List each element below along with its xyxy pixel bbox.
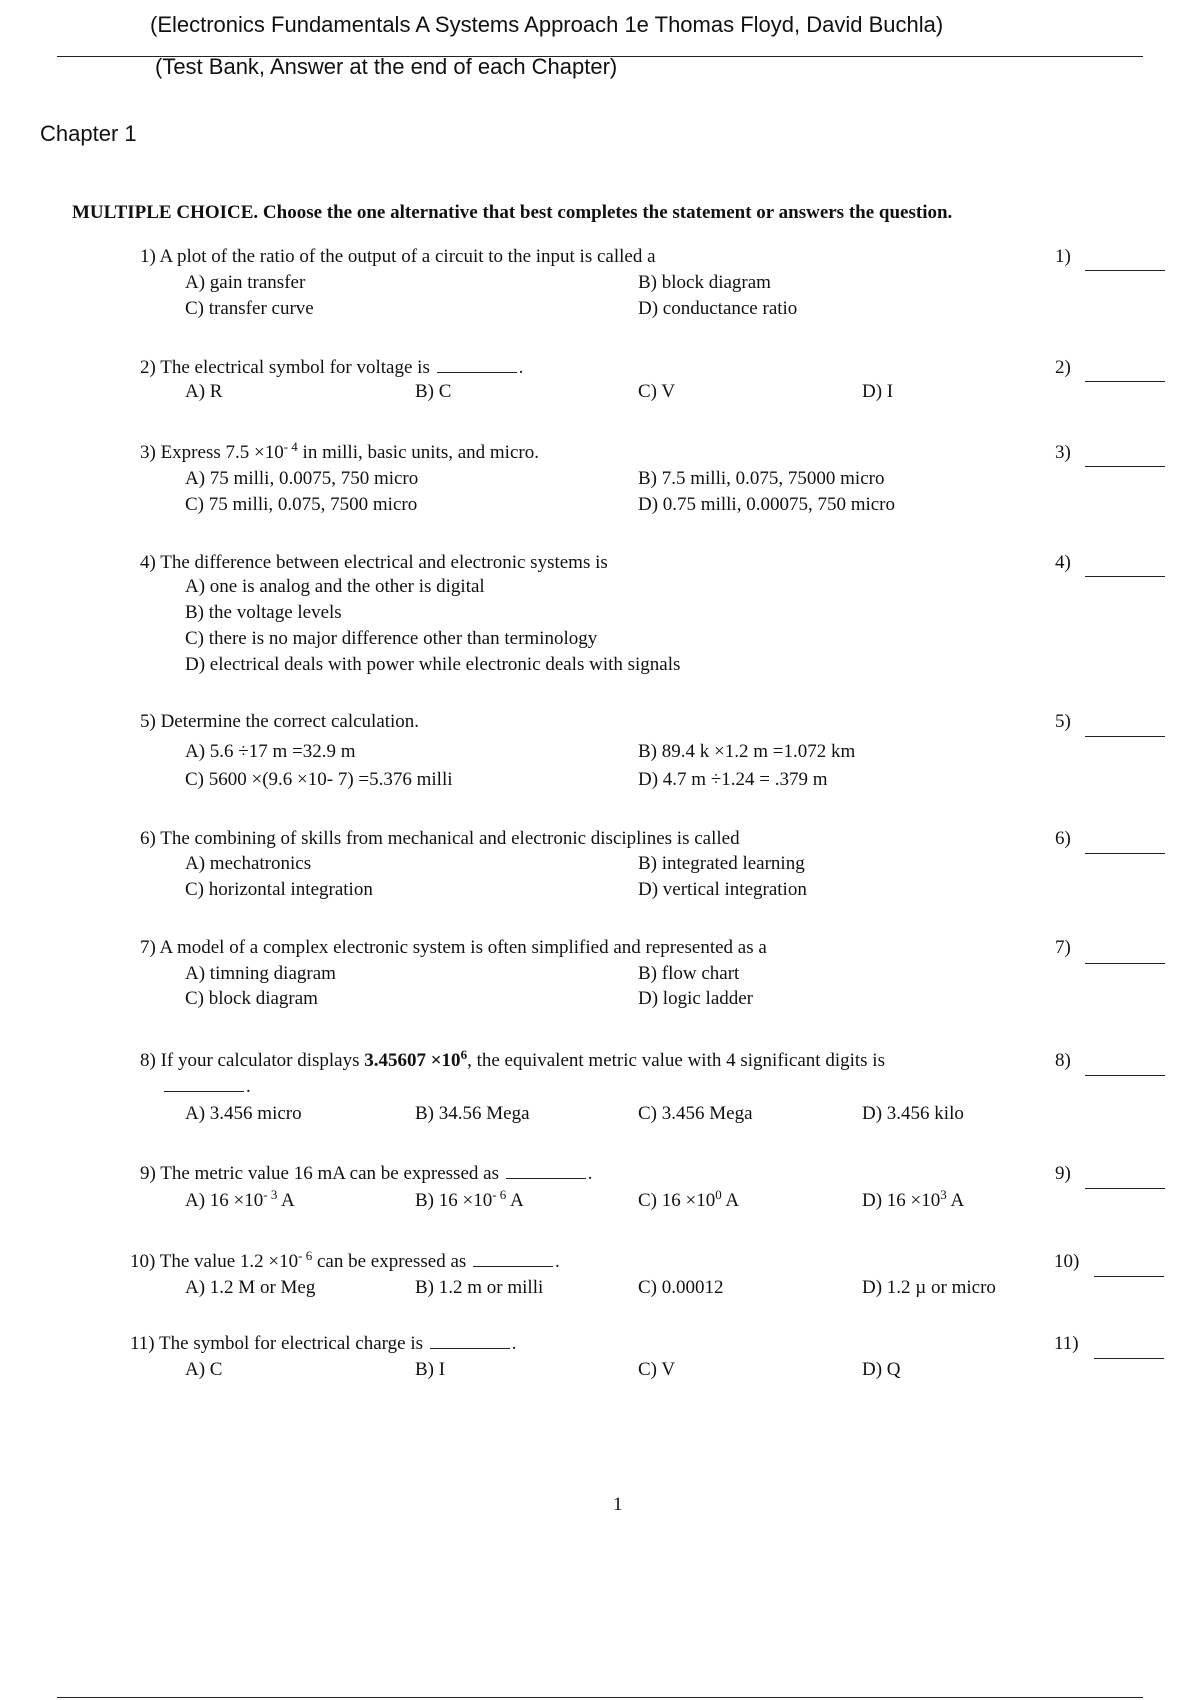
answer-label-11: 11) — [1054, 1333, 1079, 1354]
section-text: Choose the one alternative that best completes the statement or answers the question. — [262, 202, 953, 223]
answer-blank-6[interactable] — [1085, 853, 1165, 854]
question-stem: Express 7.5 ×10 — [160, 442, 284, 463]
question-stem: The difference between electrical and electronic systems is — [160, 552, 608, 573]
option-6c[interactable]: C) horizontal integration — [185, 879, 373, 900]
question-7 — [140, 937, 767, 959]
question-stem: The value 1.2 ×10 — [159, 1251, 299, 1272]
fill-in-blank — [437, 371, 517, 373]
option-10d[interactable]: D) 1.2 µ or micro — [862, 1277, 996, 1298]
option-3a[interactable]: A) 75 milli, 0.0075, 750 micro — [185, 468, 419, 489]
option-8c[interactable]: C) 3.456 Mega — [638, 1103, 753, 1124]
question-number: 11) — [130, 1333, 155, 1354]
question-stem: A model of a complex electronic system is often simplified and represented as a — [159, 937, 767, 958]
question-11: 11) The symbol for electrical charge is . — [130, 1333, 517, 1354]
option-3c[interactable]: C) 75 milli, 0.075, 7500 micro — [185, 494, 418, 515]
option-1a[interactable]: A) gain transfer — [185, 272, 306, 293]
option-11b[interactable]: B) I — [415, 1359, 446, 1380]
question-stem: The electrical symbol for voltage is — [160, 357, 430, 378]
question-9: 9) The metric value 16 mA can be expressed as . — [140, 1163, 593, 1184]
question-number: 10) — [130, 1251, 156, 1272]
option-2b[interactable]: B) C — [415, 381, 452, 402]
question-5 — [140, 711, 419, 733]
footer-rule — [57, 1697, 1143, 1698]
option-3d[interactable]: D) 0.75 milli, 0.00075, 750 micro — [638, 494, 896, 515]
answer-label-10: 10) — [1054, 1251, 1080, 1272]
option-2a[interactable]: A) R — [185, 381, 223, 402]
header-title: (Electronics Fundamentals A Systems Approach 1e Thomas Floyd, David Buchla) — [150, 12, 944, 37]
answer-blank-7[interactable] — [1085, 963, 1165, 964]
option-11a[interactable]: A) C — [185, 1359, 223, 1380]
option-1b[interactable]: B) block diagram — [638, 272, 771, 293]
option-4d[interactable]: D) electrical deals with power while electronic deals with signals — [185, 654, 681, 675]
question-1 — [140, 246, 656, 268]
option-5c[interactable]: C) 5600 ×(9.6 ×10- 7) =5.376 milli — [185, 769, 453, 790]
exponent: - 6 — [492, 1187, 507, 1202]
option-8a[interactable]: A) 3.456 micro — [185, 1103, 302, 1124]
option-4a[interactable]: A) one is analog and the other is digital — [185, 576, 485, 597]
option-2d[interactable]: D) I — [862, 381, 894, 402]
answer-label-5: 5) — [1055, 711, 1071, 732]
answer-label-6: 6) — [1055, 828, 1071, 849]
option-4c[interactable]: C) there is no major difference other than terminology — [185, 628, 598, 649]
answer-label-9: 9) — [1055, 1163, 1071, 1184]
question-stem: Determine the correct calculation. — [160, 711, 420, 732]
option-1c[interactable]: C) transfer curve — [185, 298, 314, 319]
answer-blank-5[interactable] — [1085, 736, 1165, 737]
option-10a[interactable]: A) 1.2 M or Meg — [185, 1277, 316, 1298]
fill-in-blank-8: . — [162, 1076, 251, 1098]
answer-label-2: 2) — [1055, 357, 1071, 378]
question-stem: The combining of skills from mechanical and electronic disciplines is called — [160, 828, 740, 849]
question-number: 6) — [140, 828, 156, 849]
option-5b[interactable]: B) 89.4 k ×1.2 m =1.072 km — [638, 741, 856, 762]
option-3b[interactable]: B) 7.5 milli, 0.075, 75000 micro — [638, 468, 885, 489]
option-8b[interactable]: B) 34.56 Mega — [415, 1103, 530, 1124]
exponent: 0 — [715, 1187, 722, 1202]
option-8d[interactable]: D) 3.456 kilo — [862, 1103, 964, 1124]
answer-blank-9[interactable] — [1085, 1188, 1165, 1189]
fill-in-blank — [430, 1347, 510, 1349]
option-6d[interactable]: D) vertical integration — [638, 879, 807, 900]
option-9c[interactable]: C) $16 \times 10^0$ A — [638, 1187, 740, 1211]
answer-blank-11[interactable] — [1094, 1358, 1164, 1359]
option-11c[interactable]: C) V — [638, 1359, 676, 1380]
option-9a[interactable]: A) $16 \times 10^{- 3}$ A — [185, 1187, 295, 1211]
answer-label-4: 4) — [1055, 552, 1071, 573]
question-stem-tail: , the equivalent metric value with 4 significant digits is — [467, 1050, 885, 1071]
answer-label-1: 1) — [1055, 246, 1071, 267]
question-stem: A plot of the ratio of the output of a circuit to the input is called a — [159, 246, 656, 267]
question-10: 10) The value $1.2 \times 10^{- 6}$ can be expressed as . — [130, 1248, 560, 1272]
option-5d[interactable]: D) 4.7 m ÷1.24 = .379 m — [638, 769, 828, 790]
question-number: 4) — [140, 552, 156, 573]
section-label: MULTIPLE CHOICE. — [72, 202, 259, 223]
question-stem: The symbol for electrical charge is — [159, 1333, 424, 1354]
option-9b[interactable]: B) $16 \times 10^{- 6}$ A — [415, 1187, 524, 1211]
calculator-display-value: 3.45607 ×10 — [364, 1050, 461, 1071]
page-number: 1 — [613, 1494, 623, 1515]
option-10c[interactable]: C) 0.00012 — [638, 1277, 724, 1298]
answer-label-3: 3) — [1055, 442, 1071, 463]
question-number: 9) — [140, 1163, 156, 1184]
question-number: 7) — [140, 937, 156, 958]
option-7d[interactable]: D) logic ladder — [638, 988, 754, 1009]
question-6 — [140, 828, 740, 850]
question-2: 2) The electrical symbol for voltage is . — [140, 357, 524, 378]
question-number: 1) — [140, 246, 156, 267]
answer-blank-4[interactable] — [1085, 576, 1165, 577]
answer-blank-3[interactable] — [1085, 466, 1165, 467]
question-stem: If your calculator displays — [160, 1050, 365, 1071]
option-5a[interactable]: A) 5.6 ÷17 m =32.9 m — [185, 741, 356, 762]
fill-in-blank — [473, 1265, 553, 1267]
header-subtitle: (Test Bank, Answer at the end of each Chapter) — [155, 54, 618, 79]
exponent: - 3 — [263, 1187, 278, 1202]
question-number: 8) — [140, 1050, 156, 1071]
option-2c[interactable]: C) V — [638, 381, 676, 402]
exponent: 6 — [460, 1047, 468, 1062]
fill-in-blank — [506, 1177, 586, 1179]
option-1d[interactable]: D) conductance ratio — [638, 298, 798, 319]
answer-blank-8[interactable] — [1085, 1075, 1165, 1076]
option-7c[interactable]: C) block diagram — [185, 988, 318, 1009]
answer-blank-1[interactable] — [1085, 270, 1165, 271]
chapter-title: Chapter 1 — [40, 121, 137, 146]
question-stem: The metric value 16 mA can be expressed as — [160, 1163, 499, 1184]
option-7a[interactable]: A) timning diagram — [185, 963, 336, 984]
question-number: 2) — [140, 357, 156, 378]
exponent: - 4 — [283, 439, 298, 454]
answer-label-8: 8) — [1055, 1050, 1071, 1071]
question-number: 5) — [140, 711, 156, 732]
exponent: - 6 — [298, 1248, 313, 1263]
question-8 — [140, 1047, 885, 1072]
question-stem-tail: can be expressed as — [312, 1251, 467, 1272]
question-number: 3) — [140, 442, 156, 463]
option-11d[interactable]: D) Q — [862, 1359, 901, 1380]
question-stem-tail: in milli, basic units, and micro. — [297, 442, 539, 463]
option-6a[interactable]: A) mechatronics — [185, 853, 312, 874]
option-10b[interactable]: B) 1.2 m or milli — [415, 1277, 544, 1298]
option-4b[interactable]: B) the voltage levels — [185, 602, 342, 623]
fill-in-blank — [164, 1090, 244, 1092]
answer-label-7: 7) — [1055, 937, 1071, 958]
answer-blank-10[interactable] — [1094, 1276, 1164, 1277]
option-7b[interactable]: B) flow chart — [638, 963, 740, 984]
question-3 — [140, 439, 539, 464]
exponent: 3 — [940, 1187, 947, 1202]
option-6b[interactable]: B) integrated learning — [638, 853, 805, 874]
answer-blank-2[interactable] — [1085, 381, 1165, 382]
question-4 — [140, 552, 608, 574]
section-instruction — [72, 202, 952, 224]
option-9d[interactable]: D) $16 \times 10^3$ A — [862, 1187, 965, 1211]
